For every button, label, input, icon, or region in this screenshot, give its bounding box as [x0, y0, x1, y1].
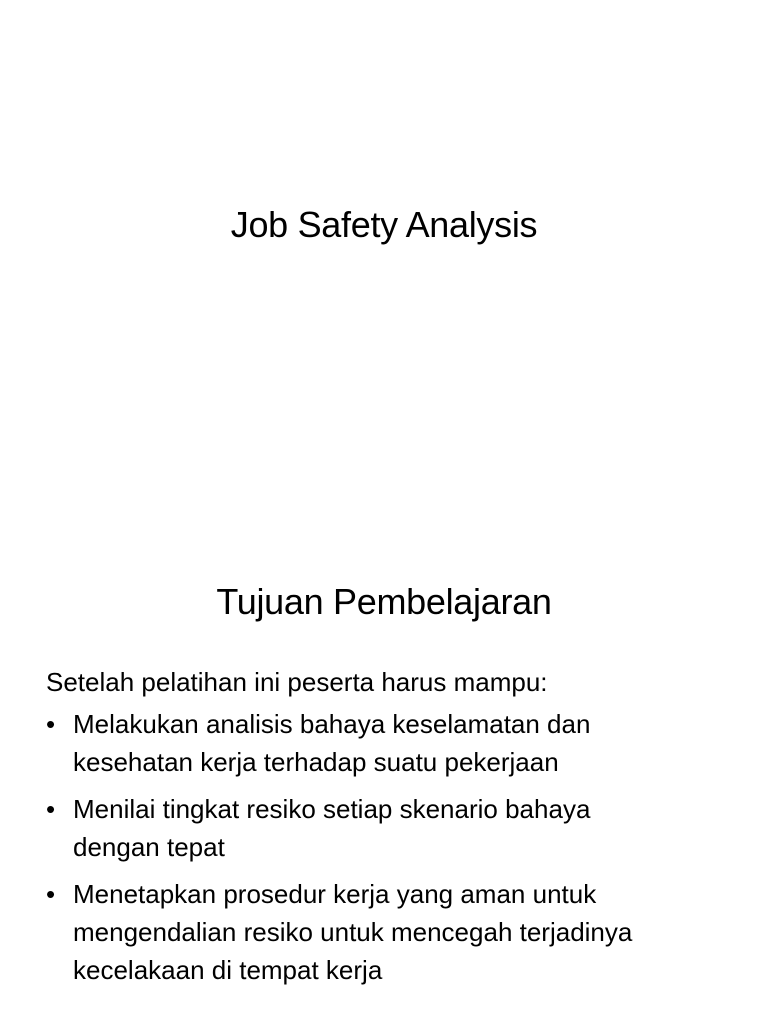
- bullet-icon: •: [46, 709, 56, 739]
- list-item: [46, 705, 746, 781]
- bullet-icon: •: [46, 879, 56, 909]
- list-item: [46, 875, 746, 989]
- list-item-line: Melakukan analisis bahaya keselamatan dan: [73, 709, 591, 739]
- list-item-line: Menetapkan prosedur kerja yang aman untuk: [73, 879, 597, 909]
- list-item-line: kecelakaan di tempat kerja: [73, 955, 383, 985]
- list-item-line: kesehatan kerja terhadap suatu pekerjaan: [73, 747, 559, 777]
- list-item-line: mengendalian resiko untuk mencegah terjadinya: [73, 917, 633, 947]
- list-item-line: Menilai tingkat resiko setiap skenario bahaya: [73, 794, 591, 824]
- intro-text: Setelah pelatihan ini peserta harus mampu:: [46, 667, 548, 697]
- slide-title: Job Safety Analysis: [230, 204, 538, 245]
- bullet-icon: •: [46, 794, 56, 824]
- section-title: Tujuan Pembelajaran: [216, 581, 552, 622]
- list-item: [46, 790, 746, 866]
- list-item-line: dengan tepat: [73, 832, 225, 862]
- objectives-list: [46, 705, 746, 998]
